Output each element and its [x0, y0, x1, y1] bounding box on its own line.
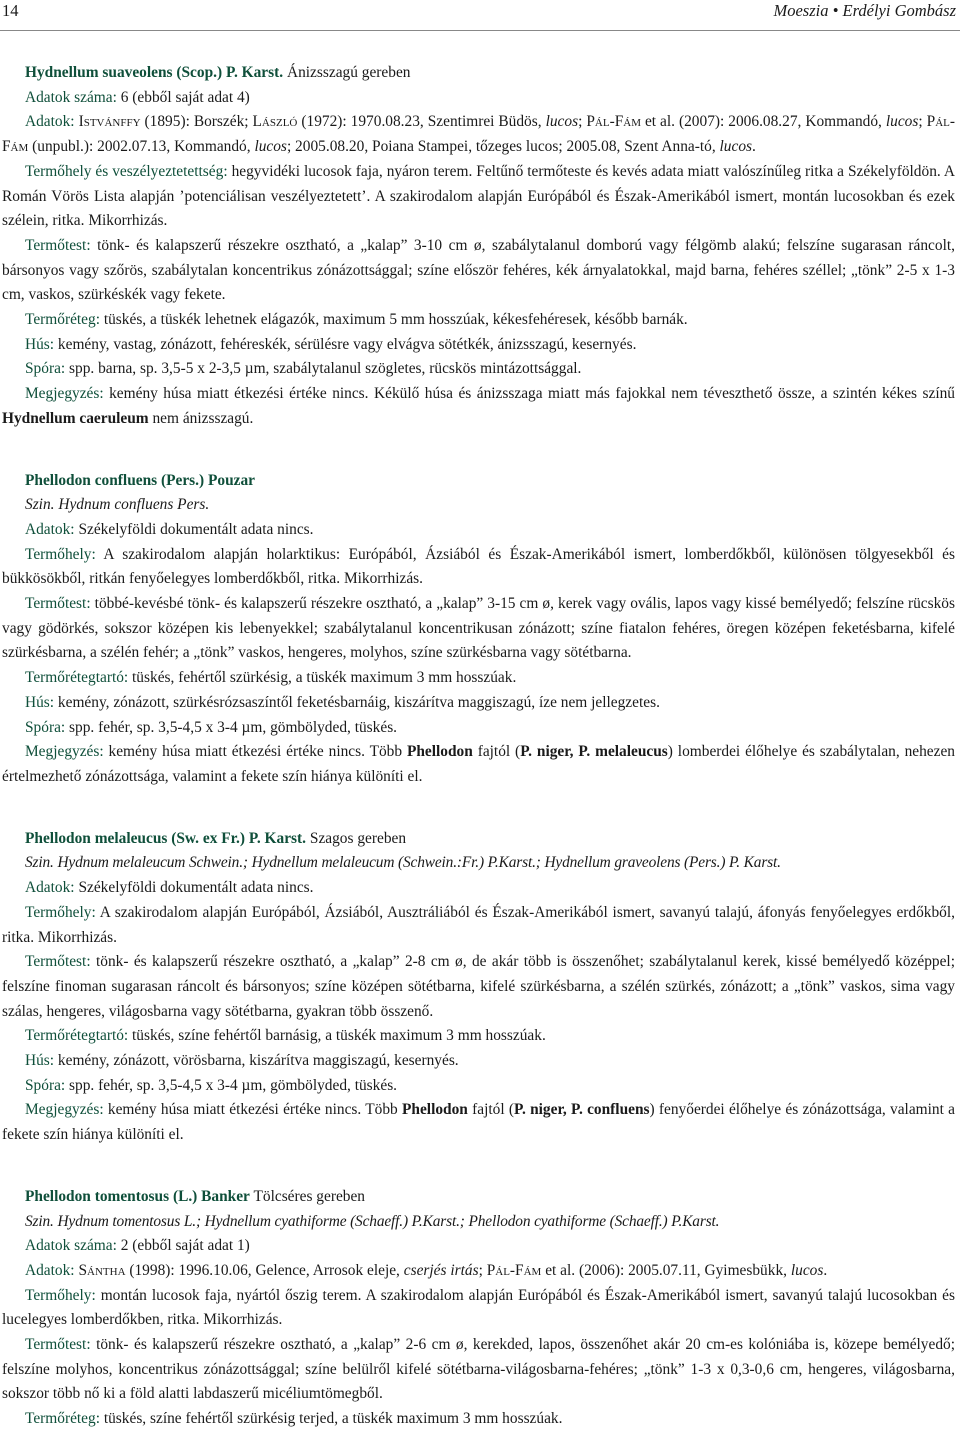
species-data-count: Adatok száma: 2 (ebből saját adat 1)	[25, 1237, 250, 1255]
species-heading: Hydnellum suaveolens (Scop.) P. Karst. Ánizsszagú gereben	[25, 64, 411, 81]
section-gap	[2, 790, 955, 827]
species-remark: Megjegyzés: kemény húsa miatt étkezési értéke nincs. Több Phellodon fajtól (P. niger, P. confluens) fenyőerdei élőhelye és zónázottsága, valamint a fekete szín hiánya különíti el.	[2, 1101, 955, 1144]
header-rule	[0, 30, 960, 31]
species-spore: Spóra: spp. fehér, sp. 3,5-4,5 x 3-4 µm, gömbölyded, tüskés.	[25, 718, 398, 736]
species-spore: Spóra: spp. fehér, sp. 3,5-4,5 x 3-4 µm, gömbölyded, tüskés.	[25, 1076, 398, 1094]
species-hymenium: Termőréteg: tüskés, színe fehértől szürkésig terjed, a tüskék maximum 3 mm hosszúak.	[25, 1410, 563, 1428]
document-body	[2, 61, 955, 1432]
species-records: Adatok: Székelyföldi dokumentált adata nincs.	[25, 879, 314, 897]
species-fruiting-body: Termőtest: tönk- és kalapszerű részekre osztható, a „kalap” 3-10 cm ø, szabálytalanul domború vagy félgömb alakú; felszíne sugarasan ráncolt, bársonyos vagy szőrös, szabálytalan koncentrikus zónázottsággal; színe először fehéres, kék árnyalatokkal, majd barna, fehéres széllel; „tönk” 2-5 x 1-3 cm, vaskos, szürkéskék vagy fekete.	[2, 236, 955, 304]
species-flesh: Hús: kemény, zónázott, vörösbarna, kiszárítva maggiszagú, kesernyés.	[25, 1052, 459, 1070]
species-heading: Phellodon melaleucus (Sw. ex Fr.) P. Karst. Szagos gereben	[25, 829, 407, 847]
species-data-count: Adatok száma: 6 (ebből saját adat 4)	[25, 88, 250, 106]
species-hymenophore: Termőrétegtartó: tüskés, fehértől szürkésig, a tüskék maximum 3 mm hosszúak.	[25, 669, 517, 687]
species-flesh: Hús: kemény, zónázott, szürkésrózsaszíntől feketésbarnáig, kiszárítva maggiszagú, íze nem jellegzetes.	[25, 693, 660, 711]
species-flesh: Hús: kemény, vastag, zónázott, fehéreskék, sérülésre vagy elvágva sötétkék, ánizsszagú, kesernyés.	[25, 335, 637, 353]
section-gap	[2, 1148, 955, 1185]
species-records: Adatok: Sántha (1998): 1996.10.06, Gelence, Arrosok eleje, cserjés irtás; Pál-Fám et al. (2006): 2005.07.11, Gyimesbükk, lucos.	[25, 1261, 828, 1279]
page-number: 14	[2, 1, 19, 20]
species-records: Adatok: Istvánffy (1895): Borszék; László (1972): 1970.08.23, Szentimrei Büdös, lucos; Pál-Fám et al. (2007): 2006.08.27, Kommandó, lucos; Pál-Fám (unpubl.): 2002.07.13, Kommandó, lucos; 2005.08.20, Poiana Stampei, tőzeges lucos; 2005.08, Szent Anna-tó, lucos.	[2, 113, 955, 156]
running-title: Moeszia • Erdélyi Gombász	[773, 1, 956, 20]
species-synonyms: Szin. Hydnum tomentosus L.; Hydnellum cyathiforme (Schaeff.) P.Karst.; Phellodon cyathiforme (Schaeff.) P.Karst.	[25, 1212, 720, 1230]
species-records: Adatok: Székelyföldi dokumentált adata nincs.	[25, 520, 314, 538]
species-habitat: Termőhely: A szakirodalom alapján holarktikus: Európából, Ázsiából és Észak-Amerikából ismert, lomberdőkből, különösen tölgyesekből és bükkösökből, ritkán fenyőelegyes lomberdőkből, ritka. Mikorrhizás.	[2, 545, 955, 588]
species-habitat: Termőhely: montán lucosok faja, nyártól őszig terem. A szakirodalom alapján Európából és Észak-Amerikából ismert, savanyú talajú lucosokban és lucelegyes lomberdőkben, ritka. Mikorrhizás.	[2, 1286, 955, 1329]
section-gap	[2, 432, 955, 469]
page-header	[0, 0, 960, 22]
species-fruiting-body: Termőtest: többé-kevésbé tönk- és kalapszerű részekre osztható, a „kalap” 3-15 cm ø, kerek vagy ovális, lapos vagy kissé bemélyedő; felszíne rücskös vagy gödörkés, sokszor középen kis lebenyekkel; szabálytalanul koncentrikusan zónázott; színe fiatalon fehéres, öregen középen feketésbarna, kifelé szürkésbarna, a szélén fehér; a „tönk” vaskos, hengeres, molyhos, színe szürkésbarna vagy sötétbarna.	[2, 595, 955, 662]
species-synonyms: Szin. Hydnum confluens Pers.	[25, 496, 210, 514]
species-hymenophore: Termőrétegtartó: tüskés, színe fehértől barnásig, a tüskék maximum 3 mm hosszúak.	[25, 1027, 546, 1045]
species-habitat: Termőhely: A szakirodalom alapján Európából, Ázsiából, Ausztráliából és Észak-Amerikából ismert, savanyú talajú, áfonyás fenyőelegyes erdőkből, ritka. Mikorrhizás.	[2, 903, 955, 946]
species-remark: Megjegyzés: kemény húsa miatt étkezési értéke nincs. Több Phellodon fajtól (P. niger, P. melaleucus) lomberdei élőhelye és szabálytalan, nehezen értelmezhető zónázottsága, valamint a fekete szín hiánya különíti el.	[2, 743, 955, 785]
species-fruiting-body: Termőtest: tönk- és kalapszerű részekre osztható, a „kalap” 2-6 cm ø, kerekded, lapos, összenőhet akár 20 cm-es kolóniába is, közepe bemélyedő; felszíne molyhos, koncentrikus zónázottsággal; színe belülről kifelé sötétbarna-világosbarna-fehéres; „tönk” 1-3 x 0,3-0,6 cm, hengeres, világosbarna, sokszor több nő ki a föld alatti labdaszerű micéliumtömegből.	[2, 1336, 955, 1403]
species-hymenium: Termőréteg: tüskés, a tüskék lehetnek elágazók, maximum 5 mm hosszúak, kékesfehéresek, később barnák.	[25, 311, 688, 329]
species-spore: Spóra: spp. barna, sp. 3,5-5 x 2-3,5 µm, szabálytalanul szögletes, rücskös mintázottsággal.	[25, 360, 582, 378]
species-synonyms: Szin. Hydnum melaleucum Schwein.; Hydnellum melaleucum (Schwein.:Fr.) P.Karst.; Hydnellum graveolens (Pers.) P. Karst.	[25, 854, 781, 872]
species-fruiting-body: Termőtest: tönk- és kalapszerű részekre osztható, a „kalap” 2-8 cm ø, de akár több is összenőhet; szabálytalanul kerek, kissé bemélyedő középpel; felszíne finoman sugarasan ráncolt és bársonyos; színe középen sötétbarna, kifelé szürkésbarna, a szélén szürkés, zónázott; a „tönk” vaskos, sima vagy szálas, hengeres, világosbarna vagy sötétbarna, gyakran több összenő.	[2, 953, 955, 1020]
species-remark: Megjegyzés: kemény húsa miatt étkezési értéke nincs. Kékülő húsa és ánizsszaga miatt más fajokkal nem téveszthető össze, a szintén kékes színű Hydnellum caeruleum nem ánizsszagú.	[2, 385, 955, 427]
species-heading: Phellodon tomentosus (L.) Banker Tölcséres gereben	[25, 1187, 366, 1205]
species-heading: Phellodon confluens (Pers.) Pouzar	[25, 471, 255, 489]
species-habitat: Termőhely és veszélyeztetettség: hegyvidéki lucosok faja, nyáron terem. Feltűnő termőteste és kevés adata miatt valószínűleg ritka a Székelyföldön. A Román Vörös Lista alapján ’potenciálisan veszélyeztetett’. A szakirodalom alapján Európából és Észak-Amerikából ismert, montán lucosokban és ezek szélein, ritka. Mikorrhizás.	[2, 162, 955, 230]
